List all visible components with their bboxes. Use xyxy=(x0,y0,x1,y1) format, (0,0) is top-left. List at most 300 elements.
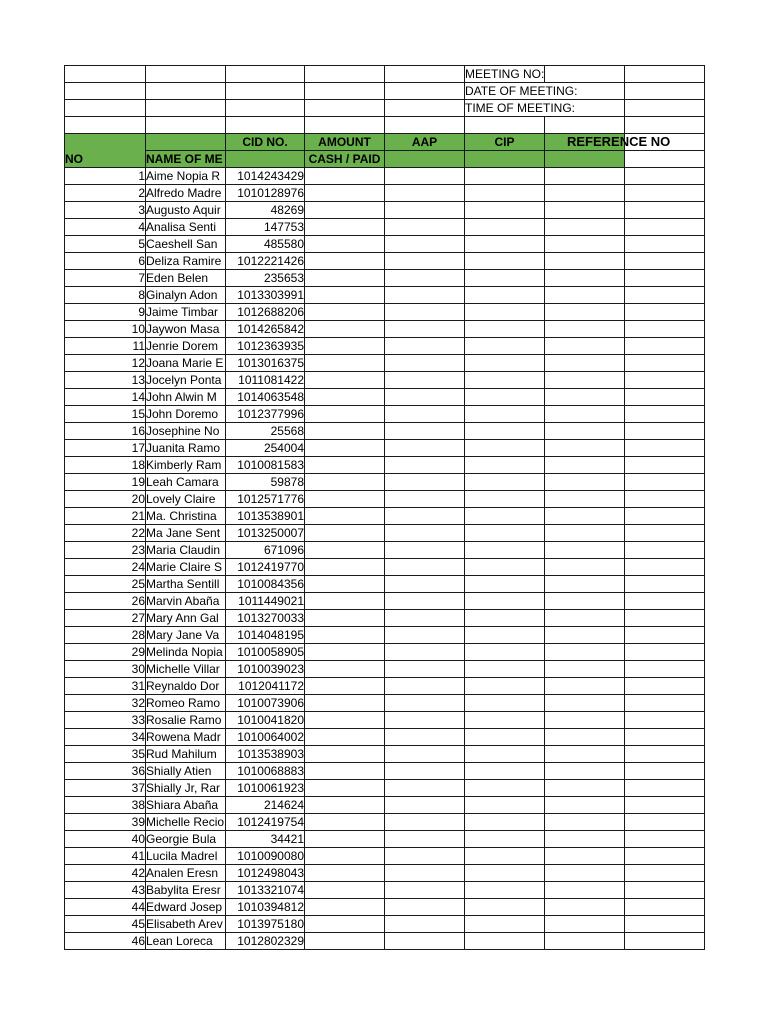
cip-cell[interactable] xyxy=(465,899,545,916)
reference-cell[interactable] xyxy=(545,746,625,763)
cid-cell[interactable]: 25568 xyxy=(226,423,305,440)
aap-cell[interactable] xyxy=(385,814,465,831)
aap-cell[interactable] xyxy=(385,219,465,236)
extra-cell[interactable] xyxy=(625,814,705,831)
cip-cell[interactable] xyxy=(465,491,545,508)
member-name-cell[interactable]: John Doremo xyxy=(146,406,226,423)
aap-cell[interactable] xyxy=(385,423,465,440)
extra-cell[interactable] xyxy=(625,627,705,644)
cid-cell[interactable]: 1010061923 xyxy=(226,780,305,797)
member-name-cell[interactable]: Josephine No xyxy=(146,423,226,440)
reference-cell[interactable] xyxy=(545,321,625,338)
reference-cell[interactable] xyxy=(545,695,625,712)
amount-cell[interactable] xyxy=(305,763,385,780)
cid-cell[interactable]: 1012419770 xyxy=(226,559,305,576)
amount-cell[interactable] xyxy=(305,491,385,508)
cip-cell[interactable] xyxy=(465,780,545,797)
reference-cell[interactable] xyxy=(545,882,625,899)
extra-cell[interactable] xyxy=(625,491,705,508)
amount-cell[interactable] xyxy=(305,746,385,763)
extra-cell[interactable] xyxy=(625,848,705,865)
cid-cell[interactable]: 1014243429 xyxy=(226,168,305,185)
aap-cell[interactable] xyxy=(385,474,465,491)
extra-cell[interactable] xyxy=(625,729,705,746)
amount-cell[interactable] xyxy=(305,389,385,406)
extra-cell[interactable] xyxy=(625,508,705,525)
reference-cell[interactable] xyxy=(545,355,625,372)
cip-cell[interactable] xyxy=(465,474,545,491)
amount-cell[interactable] xyxy=(305,644,385,661)
cid-cell[interactable]: 1010090080 xyxy=(226,848,305,865)
member-name-cell[interactable]: Lucila Madrel xyxy=(146,848,226,865)
extra-cell[interactable] xyxy=(625,593,705,610)
amount-cell[interactable] xyxy=(305,627,385,644)
extra-cell[interactable] xyxy=(625,525,705,542)
extra-cell[interactable] xyxy=(625,865,705,882)
reference-cell[interactable] xyxy=(545,525,625,542)
aap-cell[interactable] xyxy=(385,287,465,304)
reference-cell[interactable] xyxy=(545,423,625,440)
cid-cell[interactable]: 485580 xyxy=(226,236,305,253)
amount-cell[interactable] xyxy=(305,831,385,848)
reference-cell[interactable] xyxy=(545,814,625,831)
member-name-cell[interactable]: Analen Eresn xyxy=(146,865,226,882)
extra-cell[interactable] xyxy=(625,406,705,423)
cip-cell[interactable] xyxy=(465,848,545,865)
amount-cell[interactable] xyxy=(305,253,385,270)
cip-cell[interactable] xyxy=(465,406,545,423)
aap-cell[interactable] xyxy=(385,916,465,933)
amount-cell[interactable] xyxy=(305,797,385,814)
extra-cell[interactable] xyxy=(625,185,705,202)
aap-cell[interactable] xyxy=(385,865,465,882)
reference-cell[interactable] xyxy=(545,236,625,253)
amount-cell[interactable] xyxy=(305,304,385,321)
cip-cell[interactable] xyxy=(465,355,545,372)
aap-cell[interactable] xyxy=(385,321,465,338)
cip-cell[interactable] xyxy=(465,168,545,185)
cid-cell[interactable]: 1014048195 xyxy=(226,627,305,644)
member-name-cell[interactable]: Georgie Bula xyxy=(146,831,226,848)
cip-cell[interactable] xyxy=(465,236,545,253)
cip-cell[interactable] xyxy=(465,270,545,287)
aap-cell[interactable] xyxy=(385,406,465,423)
cid-cell[interactable]: 1012688206 xyxy=(226,304,305,321)
cid-cell[interactable]: 254004 xyxy=(226,440,305,457)
cip-cell[interactable] xyxy=(465,797,545,814)
amount-cell[interactable] xyxy=(305,661,385,678)
extra-cell[interactable] xyxy=(625,644,705,661)
cid-cell[interactable]: 1014063548 xyxy=(226,389,305,406)
time-value-cell[interactable] xyxy=(625,100,705,117)
extra-cell[interactable] xyxy=(625,610,705,627)
cid-cell[interactable]: 671096 xyxy=(226,542,305,559)
aap-cell[interactable] xyxy=(385,185,465,202)
member-name-cell[interactable]: Ma. Christina xyxy=(146,508,226,525)
amount-cell[interactable] xyxy=(305,780,385,797)
aap-cell[interactable] xyxy=(385,508,465,525)
extra-cell[interactable] xyxy=(625,797,705,814)
cid-cell[interactable]: 1012498043 xyxy=(226,865,305,882)
cip-cell[interactable] xyxy=(465,593,545,610)
aap-cell[interactable] xyxy=(385,202,465,219)
aap-cell[interactable] xyxy=(385,440,465,457)
cip-cell[interactable] xyxy=(465,321,545,338)
aap-cell[interactable] xyxy=(385,593,465,610)
extra-cell[interactable] xyxy=(625,338,705,355)
cid-cell[interactable]: 1013250007 xyxy=(226,525,305,542)
cip-cell[interactable] xyxy=(465,814,545,831)
aap-cell[interactable] xyxy=(385,576,465,593)
extra-cell[interactable] xyxy=(625,899,705,916)
extra-cell[interactable] xyxy=(625,474,705,491)
amount-cell[interactable] xyxy=(305,321,385,338)
reference-cell[interactable] xyxy=(545,661,625,678)
reference-cell[interactable] xyxy=(545,202,625,219)
reference-cell[interactable] xyxy=(545,678,625,695)
aap-cell[interactable] xyxy=(385,236,465,253)
member-name-cell[interactable]: Marie Claire S xyxy=(146,559,226,576)
extra-cell[interactable] xyxy=(625,916,705,933)
cid-cell[interactable]: 1012571776 xyxy=(226,491,305,508)
cip-cell[interactable] xyxy=(465,202,545,219)
amount-cell[interactable] xyxy=(305,202,385,219)
cip-cell[interactable] xyxy=(465,661,545,678)
reference-cell[interactable] xyxy=(545,916,625,933)
extra-cell[interactable] xyxy=(625,780,705,797)
cid-cell[interactable]: 34421 xyxy=(226,831,305,848)
aap-cell[interactable] xyxy=(385,610,465,627)
reference-cell[interactable] xyxy=(545,899,625,916)
member-name-cell[interactable]: Eden Belen xyxy=(146,270,226,287)
amount-cell[interactable] xyxy=(305,168,385,185)
cid-cell[interactable]: 1013975180 xyxy=(226,916,305,933)
reference-cell[interactable] xyxy=(545,457,625,474)
amount-cell[interactable] xyxy=(305,933,385,950)
amount-cell[interactable] xyxy=(305,457,385,474)
reference-cell[interactable] xyxy=(545,372,625,389)
extra-cell[interactable] xyxy=(625,236,705,253)
amount-cell[interactable] xyxy=(305,525,385,542)
cip-cell[interactable] xyxy=(465,508,545,525)
member-name-cell[interactable]: Lovely Claire xyxy=(146,491,226,508)
cid-cell[interactable]: 147753 xyxy=(226,219,305,236)
cip-cell[interactable] xyxy=(465,423,545,440)
member-name-cell[interactable]: Jocelyn Ponta xyxy=(146,372,226,389)
member-name-cell[interactable]: Kimberly Ram xyxy=(146,457,226,474)
cid-cell[interactable]: 48269 xyxy=(226,202,305,219)
cid-cell[interactable]: 1010041820 xyxy=(226,712,305,729)
member-name-cell[interactable]: Michelle Recio xyxy=(146,815,225,829)
reference-cell[interactable] xyxy=(545,627,625,644)
amount-cell[interactable] xyxy=(305,593,385,610)
member-name-cell[interactable]: Elisabeth Arev xyxy=(146,916,226,933)
cid-cell[interactable]: 1012377996 xyxy=(226,406,305,423)
aap-cell[interactable] xyxy=(385,848,465,865)
aap-cell[interactable] xyxy=(385,457,465,474)
reference-cell[interactable] xyxy=(545,848,625,865)
reference-cell[interactable] xyxy=(545,559,625,576)
cip-cell[interactable] xyxy=(465,372,545,389)
aap-cell[interactable] xyxy=(385,644,465,661)
member-name-cell[interactable]: Deliza Ramire xyxy=(146,253,226,270)
member-name-cell[interactable]: Leah Camara xyxy=(146,474,226,491)
member-name-cell[interactable]: Joana Marie E xyxy=(146,355,226,372)
aap-cell[interactable] xyxy=(385,253,465,270)
extra-cell[interactable] xyxy=(625,202,705,219)
cip-cell[interactable] xyxy=(465,525,545,542)
amount-cell[interactable] xyxy=(305,729,385,746)
member-name-cell[interactable]: Aime Nopia R xyxy=(146,168,226,185)
aap-cell[interactable] xyxy=(385,797,465,814)
member-name-cell[interactable]: Rosalie Ramo xyxy=(146,712,226,729)
amount-cell[interactable] xyxy=(305,406,385,423)
extra-cell[interactable] xyxy=(625,678,705,695)
cid-cell[interactable]: 1012221426 xyxy=(226,253,305,270)
member-name-cell[interactable]: Analisa Senti xyxy=(146,219,226,236)
cid-cell[interactable]: 1010073906 xyxy=(226,695,305,712)
cip-cell[interactable] xyxy=(465,882,545,899)
extra-cell[interactable] xyxy=(625,304,705,321)
cip-cell[interactable] xyxy=(465,763,545,780)
amount-cell[interactable] xyxy=(305,372,385,389)
reference-cell[interactable] xyxy=(545,474,625,491)
amount-cell[interactable] xyxy=(305,559,385,576)
member-name-cell[interactable]: Juanita Ramo xyxy=(146,440,226,457)
cid-cell[interactable]: 1010068883 xyxy=(226,763,305,780)
cid-cell[interactable]: 1013321074 xyxy=(226,882,305,899)
reference-cell[interactable] xyxy=(545,440,625,457)
extra-cell[interactable] xyxy=(625,933,705,950)
extra-cell[interactable] xyxy=(625,287,705,304)
aap-cell[interactable] xyxy=(385,338,465,355)
aap-cell[interactable] xyxy=(385,746,465,763)
cip-cell[interactable] xyxy=(465,746,545,763)
member-name-cell[interactable]: Mary Ann Gal xyxy=(146,610,226,627)
reference-cell[interactable] xyxy=(545,338,625,355)
member-name-cell[interactable]: Rud Mahilum xyxy=(146,746,226,763)
cip-cell[interactable] xyxy=(465,916,545,933)
reference-cell[interactable] xyxy=(545,185,625,202)
aap-cell[interactable] xyxy=(385,678,465,695)
meeting-no-value-cell[interactable] xyxy=(545,66,625,83)
member-name-cell[interactable]: Lean Loreca xyxy=(146,933,226,950)
cid-cell[interactable]: 1013303991 xyxy=(226,287,305,304)
cid-cell[interactable]: 1013538901 xyxy=(226,508,305,525)
cip-cell[interactable] xyxy=(465,219,545,236)
cid-cell[interactable]: 1010128976 xyxy=(226,185,305,202)
cip-cell[interactable] xyxy=(465,457,545,474)
cid-cell[interactable]: 1011449021 xyxy=(226,593,305,610)
cip-cell[interactable] xyxy=(465,389,545,406)
amount-cell[interactable] xyxy=(305,542,385,559)
amount-cell[interactable] xyxy=(305,219,385,236)
extra-cell[interactable] xyxy=(625,882,705,899)
extra-cell[interactable] xyxy=(625,746,705,763)
cid-cell[interactable]: 1010394812 xyxy=(226,899,305,916)
aap-cell[interactable] xyxy=(385,712,465,729)
cid-cell[interactable]: 1013016375 xyxy=(226,355,305,372)
reference-cell[interactable] xyxy=(545,287,625,304)
member-name-cell[interactable]: Ma Jane Sent xyxy=(146,525,226,542)
reference-cell[interactable] xyxy=(545,797,625,814)
extra-cell[interactable] xyxy=(625,763,705,780)
cid-cell[interactable]: 1010058905 xyxy=(226,644,305,661)
extra-cell[interactable] xyxy=(625,559,705,576)
aap-cell[interactable] xyxy=(385,355,465,372)
extra-cell[interactable] xyxy=(625,661,705,678)
reference-cell[interactable] xyxy=(545,576,625,593)
extra-cell[interactable] xyxy=(625,253,705,270)
aap-cell[interactable] xyxy=(385,933,465,950)
aap-cell[interactable] xyxy=(385,729,465,746)
extra-cell[interactable] xyxy=(625,389,705,406)
reference-cell[interactable] xyxy=(545,389,625,406)
extra-cell[interactable] xyxy=(625,440,705,457)
cip-cell[interactable] xyxy=(465,253,545,270)
cid-cell[interactable]: 1012802329 xyxy=(226,933,305,950)
cip-cell[interactable] xyxy=(465,678,545,695)
amount-cell[interactable] xyxy=(305,338,385,355)
member-name-cell[interactable]: Jaywon Masa xyxy=(146,321,226,338)
member-name-cell[interactable]: Alfredo Madre xyxy=(146,185,226,202)
amount-cell[interactable] xyxy=(305,236,385,253)
cip-cell[interactable] xyxy=(465,559,545,576)
aap-cell[interactable] xyxy=(385,763,465,780)
extra-cell[interactable] xyxy=(625,372,705,389)
cip-cell[interactable] xyxy=(465,542,545,559)
extra-cell[interactable] xyxy=(625,270,705,287)
cid-cell[interactable]: 1012363935 xyxy=(226,338,305,355)
aap-cell[interactable] xyxy=(385,627,465,644)
aap-cell[interactable] xyxy=(385,491,465,508)
cid-cell[interactable]: 1010064002 xyxy=(226,729,305,746)
reference-cell[interactable] xyxy=(545,168,625,185)
reference-cell[interactable] xyxy=(545,933,625,950)
amount-cell[interactable] xyxy=(305,185,385,202)
member-name-cell[interactable]: Michelle Villar xyxy=(146,661,226,678)
amount-cell[interactable] xyxy=(305,916,385,933)
cid-cell[interactable]: 1011081422 xyxy=(226,372,305,389)
reference-cell[interactable] xyxy=(545,729,625,746)
aap-cell[interactable] xyxy=(385,882,465,899)
cid-cell[interactable]: 1010039023 xyxy=(226,661,305,678)
aap-cell[interactable] xyxy=(385,831,465,848)
aap-cell[interactable] xyxy=(385,304,465,321)
cid-cell[interactable]: 1012419754 xyxy=(226,814,305,831)
member-name-cell[interactable]: Shially Jr, Rar xyxy=(146,780,226,797)
extra-cell[interactable] xyxy=(625,542,705,559)
extra-cell[interactable] xyxy=(625,321,705,338)
cip-cell[interactable] xyxy=(465,338,545,355)
member-name-cell[interactable]: John Alwin M xyxy=(146,389,226,406)
member-name-cell[interactable]: Augusto Aquir xyxy=(146,202,226,219)
member-name-cell[interactable]: Marvin Abaña xyxy=(146,593,226,610)
member-name-cell[interactable]: Caeshell San xyxy=(146,236,226,253)
cip-cell[interactable] xyxy=(465,287,545,304)
cip-cell[interactable] xyxy=(465,712,545,729)
cip-cell[interactable] xyxy=(465,729,545,746)
aap-cell[interactable] xyxy=(385,525,465,542)
aap-cell[interactable] xyxy=(385,899,465,916)
member-name-cell[interactable]: Jaime Timbar xyxy=(146,304,226,321)
aap-cell[interactable] xyxy=(385,661,465,678)
amount-cell[interactable] xyxy=(305,576,385,593)
reference-cell[interactable] xyxy=(545,304,625,321)
cid-cell[interactable]: 1010081583 xyxy=(226,457,305,474)
extra-cell[interactable] xyxy=(625,355,705,372)
member-name-cell[interactable]: Babylita Eresr xyxy=(146,882,226,899)
reference-cell[interactable] xyxy=(545,508,625,525)
amount-cell[interactable] xyxy=(305,712,385,729)
reference-cell[interactable] xyxy=(545,865,625,882)
extra-cell[interactable] xyxy=(625,695,705,712)
extra-cell[interactable] xyxy=(625,168,705,185)
extra-cell[interactable] xyxy=(625,457,705,474)
reference-cell[interactable] xyxy=(545,542,625,559)
aap-cell[interactable] xyxy=(385,168,465,185)
cip-cell[interactable] xyxy=(465,644,545,661)
amount-cell[interactable] xyxy=(305,474,385,491)
member-name-cell[interactable]: Jenrie Dorem xyxy=(146,338,226,355)
amount-cell[interactable] xyxy=(305,848,385,865)
cip-cell[interactable] xyxy=(465,865,545,882)
aap-cell[interactable] xyxy=(385,780,465,797)
reference-cell[interactable] xyxy=(545,253,625,270)
cid-cell[interactable]: 214624 xyxy=(226,797,305,814)
extra-cell[interactable] xyxy=(625,423,705,440)
cip-cell[interactable] xyxy=(465,185,545,202)
extra-cell[interactable] xyxy=(625,831,705,848)
cid-cell[interactable]: 235653 xyxy=(226,270,305,287)
reference-cell[interactable] xyxy=(545,593,625,610)
amount-cell[interactable] xyxy=(305,508,385,525)
amount-cell[interactable] xyxy=(305,355,385,372)
reference-cell[interactable] xyxy=(545,491,625,508)
member-name-cell[interactable]: Martha Sentill xyxy=(146,576,226,593)
member-name-cell[interactable]: Rowena Madr xyxy=(146,729,226,746)
amount-cell[interactable] xyxy=(305,814,385,831)
cid-cell[interactable]: 1012041172 xyxy=(226,678,305,695)
aap-cell[interactable] xyxy=(385,372,465,389)
amount-cell[interactable] xyxy=(305,440,385,457)
reference-cell[interactable] xyxy=(545,763,625,780)
extra-cell[interactable] xyxy=(625,712,705,729)
reference-cell[interactable] xyxy=(545,831,625,848)
member-name-cell[interactable]: Melinda Nopia xyxy=(146,644,226,661)
aap-cell[interactable] xyxy=(385,389,465,406)
cid-cell[interactable]: 1013270033 xyxy=(226,610,305,627)
cip-cell[interactable] xyxy=(465,831,545,848)
amount-cell[interactable] xyxy=(305,287,385,304)
reference-cell[interactable] xyxy=(545,712,625,729)
member-name-cell[interactable]: Edward Josep xyxy=(146,899,226,916)
reference-cell[interactable] xyxy=(545,780,625,797)
member-name-cell[interactable]: Romeo Ramo xyxy=(146,695,226,712)
aap-cell[interactable] xyxy=(385,695,465,712)
cid-cell[interactable]: 1014265842 xyxy=(226,321,305,338)
cip-cell[interactable] xyxy=(465,304,545,321)
member-name-cell[interactable]: Shially Atien xyxy=(146,763,226,780)
aap-cell[interactable] xyxy=(385,559,465,576)
reference-cell[interactable] xyxy=(545,406,625,423)
cip-cell[interactable] xyxy=(465,627,545,644)
member-name-cell[interactable]: Ginalyn Adon xyxy=(146,287,226,304)
amount-cell[interactable] xyxy=(305,695,385,712)
amount-cell[interactable] xyxy=(305,270,385,287)
member-name-cell[interactable]: Maria Claudin xyxy=(146,542,226,559)
reference-cell[interactable] xyxy=(545,644,625,661)
